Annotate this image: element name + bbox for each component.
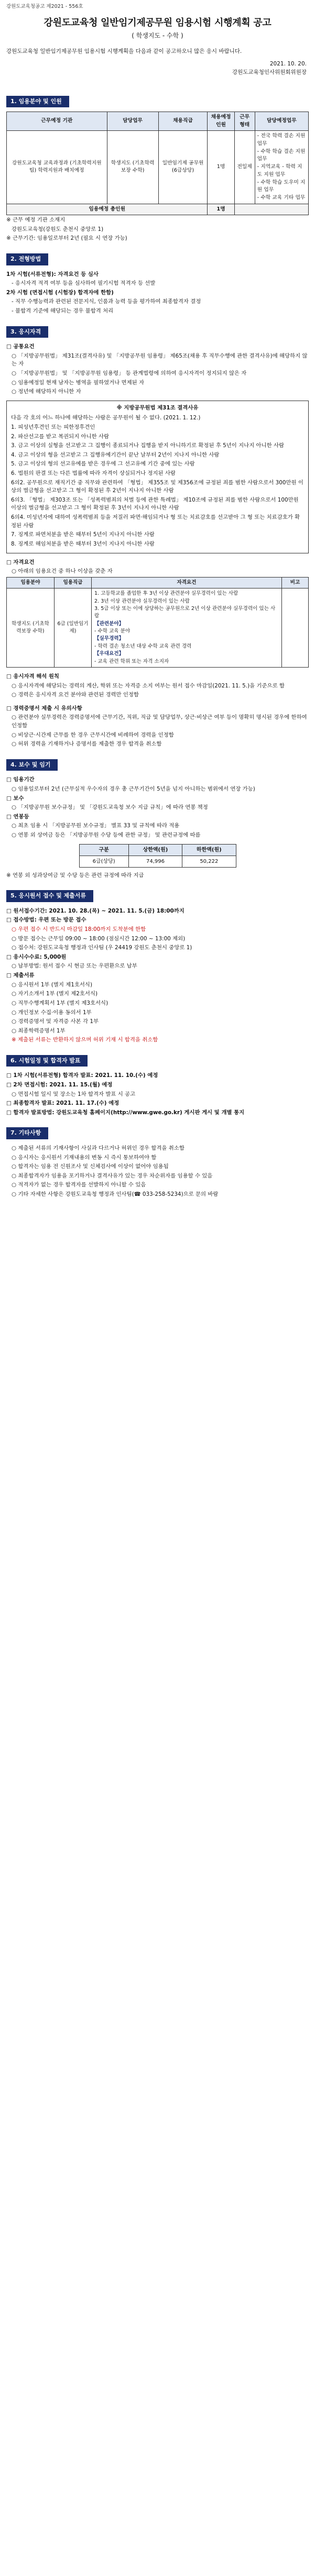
term2-item: ○ 최초 임용 시 「지방공무원 보수규정」 별표 33 및 규칙에 따라 적용 <box>12 823 180 829</box>
col-rank: 채용직급 <box>158 112 208 131</box>
sec6-item: □ 1차 시험(서류전형) 합격자 발표: 2021. 11. 10.(수) 예정 <box>6 1072 158 1079</box>
exam-item: ○ 관련분야 실무경력은 경력증명서에 근무기간, 직위, 직급 및 담당업무, 상근·비상근 여부 등이 명확히 명시된 경우에 한하여 인정함 <box>12 714 307 729</box>
sec5-item: □ 응시수수료: 5,000원 <box>6 953 67 960</box>
sec5-item: ○ 최종학력증명서 1부 <box>12 1027 66 1034</box>
sec5-item: ※ 제출된 서류는 반환하지 않으며 허위 기재 시 합격을 취소함 <box>12 1037 158 1043</box>
cell-rank: 일반임기제 공무원 (6급상당) <box>158 131 208 204</box>
total-label: 임용예정 총인원 <box>7 204 208 215</box>
sec7-item: ○ 기타 자세한 사항은 강원도교육청 행정과 인사팀(☎ 033-258-5234)으로 문의 바람 <box>12 1191 219 1198</box>
sec5-item: □ 제출서류 <box>6 972 35 979</box>
common-item: ○ 「지방공무원법」 및 「지방공무원 임용령」 등 관계법령에 의하여 응시자격이 정지되지 않은 자 <box>12 370 247 376</box>
cell-remarks <box>282 589 309 668</box>
col-tasks: 담당예정업무 <box>255 112 308 131</box>
cell-tasks <box>255 131 308 204</box>
issuer: 강원도교육청인사위원회위원장 <box>232 69 307 75</box>
table-row <box>7 131 309 204</box>
sec2-item: - 직무 수행능력과 관련된 전문지식, 인품과 능력 등을 평가하여 최종합격자 결정 <box>12 298 201 305</box>
pay-table <box>79 844 236 868</box>
sec6-item: □ 2차 면접시험: 2021. 11. 15.(월) 예정 <box>6 1082 113 1089</box>
section7-heading: 7. 기타사항 <box>6 1127 48 1139</box>
sec1-note: ※ 근무기간: 임용일로부터 2년 (필요 시 연장 가능) <box>6 235 127 242</box>
exam-item: ○ 허위 경력을 기재하거나 증명서를 제출한 경우 합격을 취소함 <box>12 741 162 748</box>
cell-institution: 강원도교육청 교육과정과 (기초학력지원팀) 학력지원과 배치예정 <box>7 131 107 204</box>
req-item: 1. 고등학교를 졸업한 후 3년 이상 관련분야 실무경력이 있는 사람 <box>94 591 238 597</box>
note-item: ○ 경력은 응시자격 요건 분야와 관련된 경력만 인정함 <box>12 692 139 698</box>
sec6-item: ○ 면접시험 일시 및 장소는 1차 합격자 발표 시 공고 <box>12 1091 136 1097</box>
sec5-item: ○ 직무수행계획서 1부 (별지 제3호서식) <box>12 1000 108 1006</box>
col-requirements: 자격요건 <box>92 577 282 588</box>
box-line: 4. 금고 이상의 형을 선고받고 그 집행유예기간이 끝난 날부터 2년이 지나지 아니한 사람 <box>11 451 220 458</box>
specific-note: ○ 아래의 임용요건 중 하나 이상을 갖춘 자 <box>12 568 113 575</box>
notes-title: □ 응시자격 해석 원칙 <box>6 673 59 680</box>
section3-heading: 3. 응시자격 <box>6 326 48 338</box>
sec7-item: ○ 합격자는 임용 전 신원조사 및 신체검사에 이상이 없어야 임용됨 <box>12 1163 169 1170</box>
box-line: 다음 각 호의 어느 하나에 해당하는 사람은 공무원이 될 수 없다. (2021. 1. 12.) <box>11 415 201 421</box>
sec7-item: ○ 응시자는 응시원서 기재내용의 변동 시 즉시 통보하여야 함 <box>12 1154 157 1161</box>
table-row <box>7 589 309 668</box>
col-field: 임용분야 <box>7 577 55 588</box>
header-notice: 강원도교육청공고 제2021 - 556호 <box>6 4 83 9</box>
box-line: 6의3. 「형법」 제303조 또는 「성폭력범죄의 처벌 등에 관한 특례법」 제10조에 규정된 죄를 범한 사람으로서 100만원 이상의 벌금형을 선고받고 그 형이 확정된 후 3년이 지나지 아니한 사람 <box>11 496 299 512</box>
exam-title: □ 경력증명서 제출 시 유의사항 <box>6 705 82 712</box>
task-item: - 수학 학습 도우미 지원 업무 <box>257 179 306 193</box>
sec5-item: □ 원서접수기간: 2021. 10. 28.(목) ~ 2021. 11. 5.(금) 18:00까지 <box>6 907 184 914</box>
box-line: 6. 법원의 판결 또는 다른 법률에 따라 자격이 상실되거나 정지된 사람 <box>11 470 176 477</box>
term2-item: ○ 연봉 외 상여금 등은 「지방공무원 수당 등에 관한 규정」 및 관련규정에 따름 <box>12 832 201 839</box>
sec7-item: ○ 최종합격자가 임용을 포기하거나 결격사유가 있는 경우 차순위자를 임용할 수 있음 <box>12 1172 213 1179</box>
field-title: 【관련분야】 <box>94 620 124 627</box>
common-title: □ 공통요건 <box>6 343 35 350</box>
sec2-item: 1차 시험(서류전형): 자격요건 등 심사 <box>6 271 99 277</box>
sec6-item: □ 최종합격자 발표: 2021. 11. 17.(수) 예정 <box>6 1100 120 1107</box>
sec5-item: ○ 방문 접수는 근무일 09:00 ~ 18:00 (점심시간 12:00 ~ 13:00 제외) <box>12 935 186 942</box>
cell-field: 학생지도 (기초학력보장 수학) <box>7 589 55 668</box>
cell-min: 50,222 <box>182 856 236 867</box>
sec6-item: □ 합격자 발표방법: 강원도교육청 홈페이지(http://www.gwe.go.kr) 게시판 게시 및 개별 통지 <box>6 1109 245 1116</box>
extra-title: 【우대요건】 <box>94 651 124 657</box>
sec5-item: ○ 자기소개서 1부 (별지 제2호서식) <box>12 991 98 997</box>
box-line: 6의4. 미성년자에 대하여 성폭력범죄 등을 저질러 파면·해임되거나 형 또는 치료감호를 선고받아 그 형 또는 치료감호가 확정된 사람 <box>11 514 300 529</box>
section2-heading: 2. 전형방법 <box>6 253 48 265</box>
req-item: 3. 5급 이상 또는 이에 상당하는 공무원으로 2년 이상 관련분야 실무경력이 있는 사람 <box>94 605 276 619</box>
sec2-item: 2차 시험 (면접시험 (시험장) 합격자에 한함) <box>6 289 114 296</box>
cell-duty: 학생지도 (기초학력 보장 수학) <box>107 131 158 204</box>
cell-rank: 6급 (일반임기제) <box>55 589 92 668</box>
section6-heading: 6. 시험일정 및 합격자 발표 <box>6 1055 88 1067</box>
col-institution: 근무예정 기관 <box>7 112 107 131</box>
sec1-note: ※ 근무 예정 기관 소재지 <box>6 217 66 224</box>
page-title: 강원도교육청 일반임기제공무원 임용시험 시행계획 공고 <box>44 17 271 29</box>
section4-heading: 4. 보수 및 임기 <box>6 759 58 771</box>
table-row <box>79 856 236 867</box>
intro-text: 강원도교육청 일반임기제공무원 임용시험 시행계획을 다음과 같이 공고하오니 많은 응시 바랍니다. <box>6 48 242 55</box>
sec5-item: ○ 납부방법: 원서 접수 시 현금 또는 우편환으로 납부 <box>12 963 137 970</box>
col-count: 채용예정 인원 <box>208 112 234 131</box>
recruitment-table <box>6 112 309 215</box>
announcement-date: 2021. 10. 20. <box>269 61 307 67</box>
table-header-row <box>7 577 309 588</box>
col-min: 하한액(원) <box>182 844 236 856</box>
box-line: 1. 피성년후견인 또는 피한정후견인 <box>11 424 95 430</box>
col-category: 구분 <box>79 844 128 856</box>
note-item: ○ 응시자격에 해당되는 경력의 계산, 학위 또는 자격증 소지 여부는 원서 접수 마감일(2021. 11. 5.)을 기준으로 함 <box>12 682 285 689</box>
term-item: ○ 임용일로부터 2년 (근무실적 우수자의 경우 총 근무기간이 5년을 넘지 아니하는 범위에서 연장 가능) <box>12 786 255 793</box>
page-subtitle: ( 학생지도 - 수학 ) <box>132 32 183 40</box>
task-item: - 수학 학습 결손 지원 업무 <box>257 148 306 162</box>
sec7-item: ○ 적격자가 없는 경우 합격자를 선발하지 아니할 수 있음 <box>12 1182 146 1189</box>
sec1-note: 강원도교육청(강원도 춘천시 중앙로 1) <box>12 226 104 232</box>
cell-max: 74,996 <box>128 856 182 867</box>
field-desc: - 수학 교육 분야 <box>94 628 131 635</box>
col-max: 상한액(원) <box>128 844 182 856</box>
task-item: - 전국 학력 결손 지원 업무 <box>257 133 306 147</box>
box-line: 6의2. 공무원으로 재직기간 중 직무와 관련하여 「형법」 제355조 및 제356조에 규정된 죄를 범한 사람으로서 300만원 이상의 벌금형을 선고받고 그 형이 확정된 후 2년이 지나지 아니한 사람 <box>11 479 303 494</box>
career-title: 【실무경력】 <box>94 636 124 642</box>
col-type: 근무 형태 <box>234 112 255 131</box>
col-rank: 임용직급 <box>55 577 92 588</box>
box-line: 5. 금고 이상의 형의 선고유예를 받은 경우에 그 선고유예 기간 중에 있는 사람 <box>11 461 195 468</box>
specific-title: □ 자격요건 <box>6 559 35 565</box>
sec5-item: □ 접수방법: 우편 또는 방문 접수 <box>6 917 86 924</box>
cell-count: 1명 <box>208 131 234 204</box>
box-line: 7. 징계로 파면처분을 받은 때부터 5년이 지나지 아니한 사람 <box>11 531 155 538</box>
section5-heading: 5. 응시원서 접수 및 제출서류 <box>6 890 93 902</box>
common-item: ○ 「지방공무원법」 제31조(결격사유) 및 「지방공무원 임용령」 제65조(채용 후 직무수행에 관한 결격사유)에 해당하지 않는 자 <box>12 352 308 368</box>
total-row <box>7 204 309 215</box>
sec2-item: - 불합격 기준에 해당되는 경우 불합격 처리 <box>12 308 114 315</box>
pay-item: ○ 「지방공무원 보수규정」 및 「강원도교육청 보수 지급 규칙」에 따라 연봉 책정 <box>12 804 208 811</box>
term-title: □ 임용기간 <box>6 776 35 783</box>
pay-note: ※ 연봉 외 성과상여금 및 수당 등은 관련 규정에 따라 지급 <box>6 872 144 879</box>
sec5-item: ○ 응시원서 1부 (별지 제1호서식) <box>12 981 93 988</box>
table-header-row <box>7 112 309 131</box>
term2-title: □ 연봉등 <box>6 813 29 820</box>
col-duty: 담당업무 <box>107 112 158 131</box>
cell-category: 6급(상당) <box>79 856 128 867</box>
task-item: - 수학 교육 기타 업무 <box>257 194 306 201</box>
box-line: 8. 징계로 해임처분을 받은 때부터 3년이 지나지 아니한 사람 <box>11 540 155 547</box>
cell-requirements <box>92 589 282 668</box>
box-line: 3. 금고 이상의 실형을 선고받고 그 집행이 종료되거나 집행을 받지 아니하기로 확정된 후 5년이 지나지 아니한 사람 <box>11 442 285 449</box>
sec7-item: ○ 제출된 서류의 기재사항이 사실과 다르거나 허위인 경우 합격을 취소함 <box>12 1145 184 1151</box>
sec5-item: ○ 접수처: 강원도교육청 행정과 인사팀 (우 24419 강원도 춘천시 중앙로 1) <box>12 945 192 951</box>
exam-item: ○ 비상근·시간제 근무를 한 경우 근무시간에 비례하여 경력을 인정함 <box>12 731 174 738</box>
box-line: 2. 파산선고를 받고 복권되지 아니한 사람 <box>11 433 110 440</box>
sec5-item: ○ 개인정보 수집·이용 동의서 1부 <box>12 1009 92 1016</box>
section1-heading: 1. 임용분야 및 인원 <box>6 96 69 108</box>
pay-title: □ 보수 <box>6 795 24 802</box>
notice-page <box>6 0 309 2576</box>
qualification-table <box>6 577 309 668</box>
task-item: - 지역교육 - 학력 지도 지원 업무 <box>257 164 302 177</box>
box-title: ※ 지방공무원법 제31조 결격사유 <box>116 404 199 411</box>
table-header-row <box>79 844 236 856</box>
cell-type: 전일제 <box>234 131 255 204</box>
common-item: ○ 임용예정일 현재 남자는 병역을 필하였거나 면제된 자 <box>12 379 145 386</box>
extra-desc: - 교육 관련 학위 또는 자격 소지자 <box>94 658 169 664</box>
total-count: 1명 <box>208 204 234 215</box>
col-remarks: 비고 <box>282 577 309 588</box>
total-empty <box>234 204 308 215</box>
disqualification-box <box>6 401 309 553</box>
sec5-item: ○ 우편 접수 시 반드시 마감일 18:00까지 도착분에 한함 <box>12 926 146 933</box>
req-item: 2. 3년 이상 관련분야 실무경력이 있는 사람 <box>94 598 190 604</box>
sec5-item: ○ 경력증명서 및 자격증 사본 각 1부 <box>12 1018 99 1025</box>
sec2-item: - 응시자격 적격 여부 등을 심사하여 필기시험 적격자 등 선발 <box>12 280 156 287</box>
career-desc: - 학력 결손 청소년 대상 수학 교육 관련 경력 <box>94 643 192 649</box>
common-item: ○ 정년에 해당하지 아니한 자 <box>12 388 81 395</box>
